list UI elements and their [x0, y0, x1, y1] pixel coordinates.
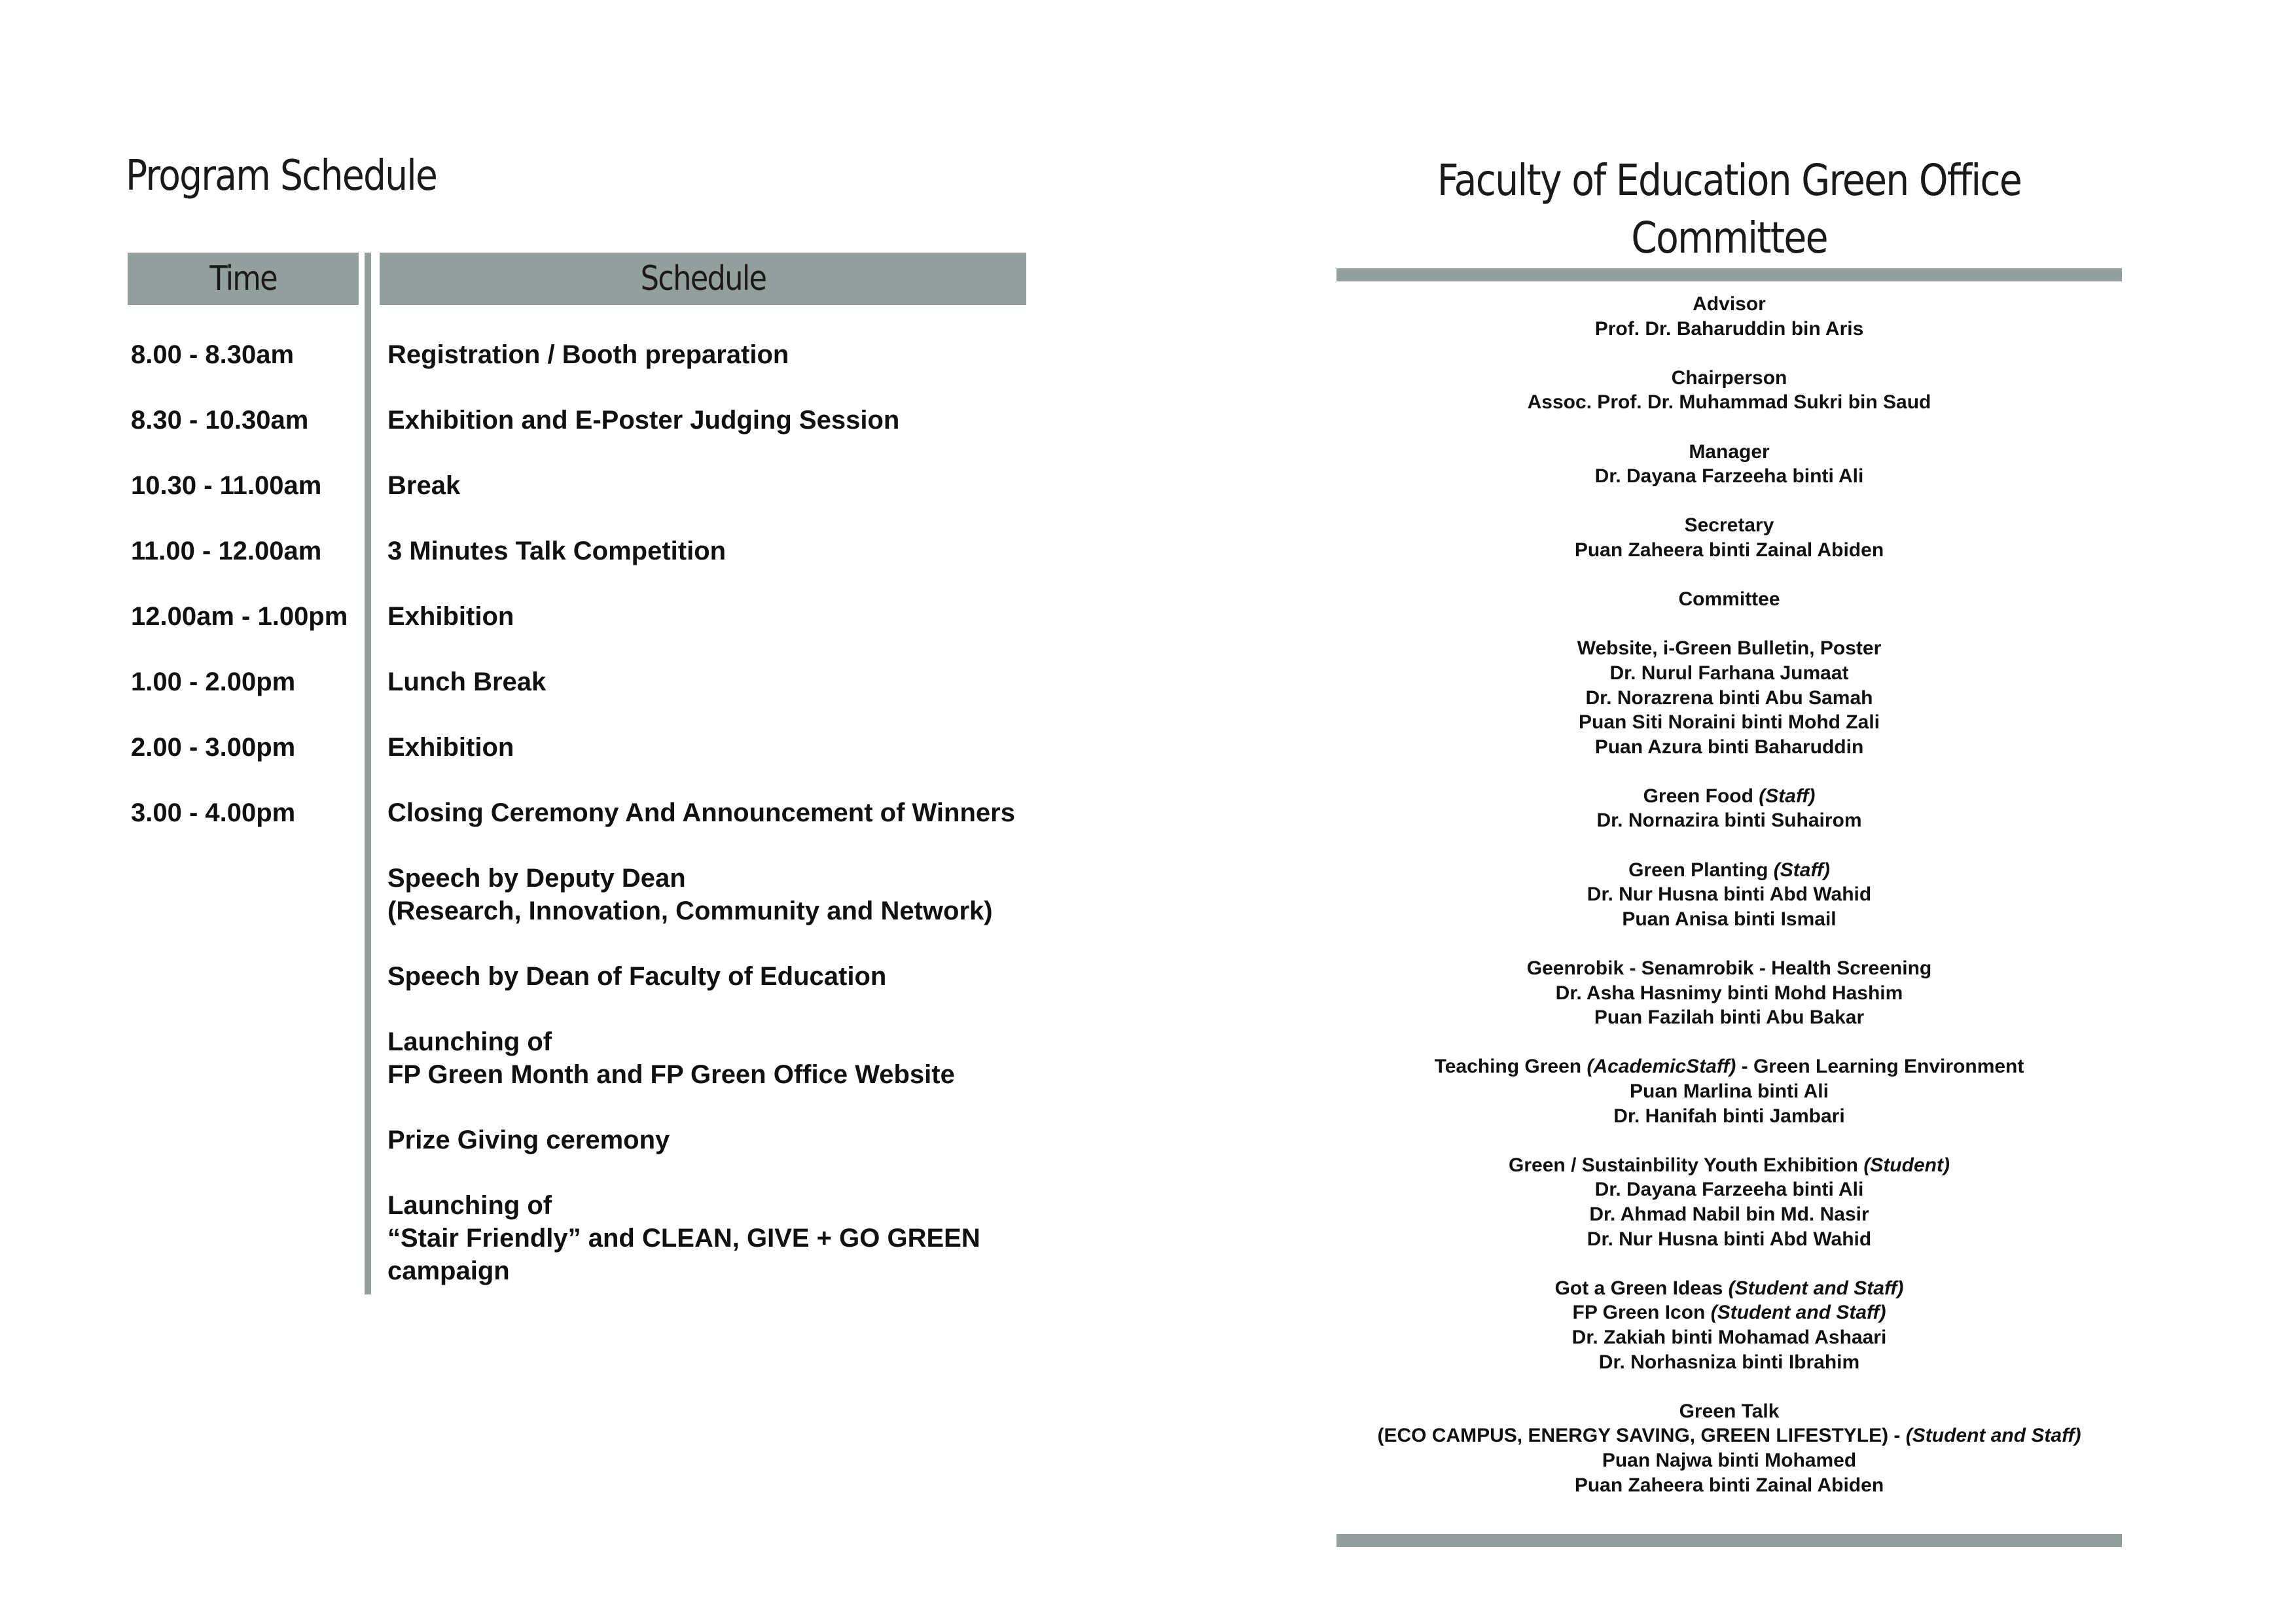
role-qualifier: (Student and Staff): [1728, 1277, 1904, 1299]
committee-section: [1336, 784, 2122, 833]
schedule-header-label: Schedule: [640, 259, 766, 298]
role-text: FP Green Icon: [1572, 1302, 1711, 1324]
committee-bottom-divider: [1336, 1534, 2122, 1547]
committee-member-name: Dr. Zakiah binti Mohamad Ashaari: [1571, 1326, 1887, 1348]
role-qualifier: (Student and Staff): [1710, 1302, 1886, 1324]
schedule-activity: [387, 535, 726, 567]
committee-role: [1336, 636, 2122, 661]
schedule-activity-line: Closing Ceremony And Announcement of Winners: [387, 798, 1015, 827]
schedule-time: 10.30 - 11.00am: [131, 471, 322, 500]
role-text: Geenrobik - Senamrobik - Health Screening: [1526, 957, 1932, 980]
role-text: Manager: [1689, 440, 1770, 463]
role-text: Committee: [1678, 588, 1780, 611]
committee-top-divider: [1336, 268, 2122, 281]
schedule-activity: [387, 469, 460, 502]
committee-section: [1336, 1153, 2122, 1251]
committee-section: [1336, 587, 2122, 612]
schedule-time: 2.00 - 3.00pm: [131, 733, 296, 762]
role-text: Teaching Green: [1434, 1056, 1587, 1078]
role-qualifier: (AcademicStaff): [1587, 1056, 1736, 1078]
committee-member-name: Dr. Ahmad Nabil bin Md. Nasir: [1589, 1203, 1869, 1225]
schedule-activity-line: Prize Giving ceremony: [387, 1126, 670, 1154]
schedule-time: 8.30 - 10.30am: [131, 406, 309, 435]
schedule-activity-line: “Stair Friendly” and CLEAN, GIVE + GO GREEN: [387, 1224, 980, 1253]
committee-role: [1336, 440, 2122, 465]
schedule-activity: [387, 960, 886, 993]
role-text: - Green Learning Environment: [1736, 1056, 2024, 1078]
committee-role: [1336, 956, 2122, 981]
schedule-activity: [387, 338, 789, 371]
schedule-activity-line: Break: [387, 471, 461, 500]
committee-role: [1336, 858, 2122, 883]
committee-member-name: Dr. Hanifah binti Jambari: [1613, 1105, 1845, 1127]
schedule-activity: [387, 600, 514, 633]
committee-member-name: Puan Azura binti Baharuddin: [1594, 736, 1864, 758]
committee-member-name: Dr. Norhasniza binti Ibrahim: [1598, 1351, 1860, 1373]
role-text: Website, i-Green Bulletin, Poster: [1577, 637, 1882, 660]
committee-list: [1336, 292, 2122, 1522]
committee-role: [1336, 366, 2122, 391]
schedule-activity-line: Exhibition: [387, 733, 514, 762]
schedule-activity-line: Exhibition and E-Poster Judging Session: [387, 406, 900, 435]
committee-role: [1336, 1399, 2122, 1424]
committee-section: [1336, 858, 2122, 932]
schedule-activity-line: 3 Minutes Talk Competition: [387, 537, 726, 565]
committee-section: [1336, 956, 2122, 1030]
committee-member-name: Puan Marlina binti Ali: [1630, 1080, 1829, 1102]
committee-role: [1336, 1300, 2122, 1325]
role-text: (ECO CAMPUS, ENERGY SAVING, GREEN LIFESTYLE) -: [1377, 1425, 1906, 1447]
committee-member-name: Dr. Asha Hasnimy binti Mohd Hashim: [1555, 982, 1903, 1004]
committee-role: [1336, 1153, 2122, 1178]
committee-title-line1: Faculty of Education Green Office: [1437, 155, 2022, 205]
schedule-time: 12.00am - 1.00pm: [131, 602, 348, 631]
role-text: Chairperson: [1671, 366, 1787, 389]
committee-role: [1336, 587, 2122, 612]
committee-member-name: Dr. Dayana Farzeeha binti Ali: [1594, 465, 1864, 488]
committee-role: [1336, 292, 2122, 317]
schedule-activity-line: Exhibition: [387, 602, 514, 631]
committee-member-name: Puan Fazilah binti Abu Bakar: [1594, 1007, 1865, 1029]
role-qualifier: (Student): [1863, 1154, 1950, 1176]
committee-member-name: Prof. Dr. Baharuddin bin Aris: [1594, 317, 1864, 340]
program-schedule-title: Program Schedule: [126, 152, 437, 200]
committee-role: [1336, 513, 2122, 538]
committee-member-name: Dr. Norazrena binti Abu Samah: [1585, 687, 1873, 709]
schedule-activity: [387, 1026, 955, 1091]
committee-role: [1336, 784, 2122, 809]
committee-member-name: Assoc. Prof. Dr. Muhammad Sukri bin Saud: [1527, 391, 1931, 414]
role-qualifier: (Staff): [1759, 785, 1816, 807]
time-column-header: [128, 253, 359, 305]
schedule-activity: [387, 862, 993, 927]
schedule-activity-line: Registration / Booth preparation: [387, 340, 789, 369]
role-text: Green / Sustainbility Youth Exhibition: [1509, 1154, 1864, 1176]
role-text: Got a Green Ideas: [1554, 1277, 1729, 1299]
committee-member-name: Puan Najwa binti Mohamed: [1602, 1449, 1857, 1471]
role-text: Advisor: [1693, 293, 1766, 315]
role-qualifier: (Student and Staff): [1905, 1425, 2081, 1447]
schedule-column-header: [380, 253, 1026, 305]
schedule-activity: [387, 404, 899, 437]
committee-section: [1336, 1054, 2122, 1128]
role-qualifier: (Staff): [1773, 859, 1830, 881]
committee-member-name: Dr. Nur Husna binti Abd Wahid: [1587, 883, 1872, 906]
schedule-activity: [387, 1124, 670, 1156]
schedule-activity-line: Lunch Break: [387, 668, 547, 696]
committee-role: [1336, 1423, 2122, 1448]
schedule-activity-line: (Research, Innovation, Community and Network): [387, 897, 993, 925]
committee-member-name: Dr. Dayana Farzeeha binti Ali: [1594, 1179, 1864, 1201]
schedule-activity: [387, 666, 546, 698]
committee-member-name: Dr. Nornazira binti Suhairom: [1596, 810, 1862, 832]
schedule-activity: [387, 1189, 980, 1287]
schedule-time: 3.00 - 4.00pm: [131, 798, 296, 827]
schedule-time: 8.00 - 8.30am: [131, 340, 295, 369]
role-text: Secretary: [1684, 514, 1774, 537]
schedule-activity: [387, 796, 1015, 829]
schedule-activity-line: Launching of: [387, 1027, 552, 1056]
committee-member-name: Puan Siti Noraini binti Mohd Zali: [1579, 711, 1880, 734]
committee-section: [1336, 513, 2122, 562]
role-text: Green Talk: [1679, 1400, 1780, 1422]
committee-title-line2: Committee: [1631, 213, 1827, 263]
committee-role: [1336, 1276, 2122, 1301]
committee-member-name: Puan Zaheera binti Zainal Abiden: [1574, 539, 1884, 561]
committee-member-name: Dr. Nur Husna binti Abd Wahid: [1587, 1228, 1872, 1250]
time-header-label: Time: [209, 259, 277, 298]
schedule-time: 1.00 - 2.00pm: [131, 668, 296, 696]
schedule-activity-line: campaign: [387, 1257, 510, 1285]
schedule-activity: [387, 731, 514, 764]
committee-member-name: Dr. Nurul Farhana Jumaat: [1609, 662, 1849, 684]
committee-section: [1336, 292, 2122, 341]
committee-section: [1336, 440, 2122, 489]
column-divider: [365, 253, 371, 1294]
committee-member-name: Puan Zaheera binti Zainal Abiden: [1574, 1474, 1884, 1496]
committee-member-name: Puan Anisa binti Ismail: [1622, 908, 1837, 930]
committee-title: [1336, 152, 2122, 267]
schedule-time: 11.00 - 12.00am: [131, 537, 322, 565]
committee-role: [1336, 1054, 2122, 1079]
committee-section: [1336, 1276, 2122, 1374]
schedule-activity-line: Launching of: [387, 1191, 552, 1220]
schedule-activity-line: FP Green Month and FP Green Office Website: [387, 1060, 955, 1089]
committee-section: [1336, 1399, 2122, 1497]
role-text: Green Planting: [1628, 859, 1774, 881]
committee-section: [1336, 366, 2122, 415]
schedule-activity-line: Speech by Deputy Dean: [387, 864, 686, 893]
committee-section: [1336, 636, 2122, 759]
schedule-activity-line: Speech by Dean of Faculty of Education: [387, 962, 887, 991]
role-text: Green Food: [1643, 785, 1759, 807]
